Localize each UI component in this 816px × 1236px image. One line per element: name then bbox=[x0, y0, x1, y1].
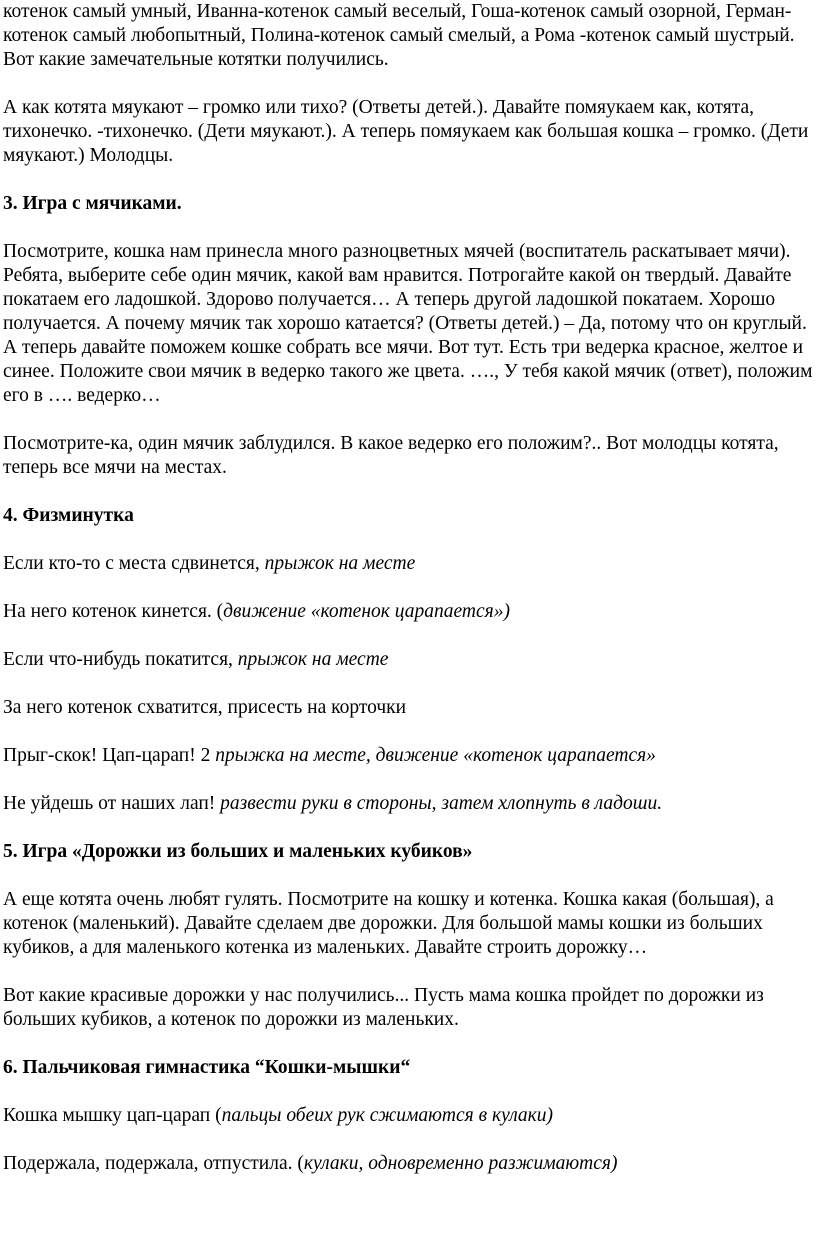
paragraph-gap bbox=[3, 864, 816, 888]
text-run: Посмотрите, кошка нам принесла много разноцветных мячей (воспитатель раскатывает мячи). Ребята, выберите себе один мячик, какой вам нравится. Потрогайте какой он твердый. Давайте покатаем его ладошкой. Здорово получается… А теперь другой ладошкой покатаем. Хорошо получается. А почему мячик так хорошо катается? (Ответы детей.) – Да, потому что он круглый. А теперь давайте поможем кошке собрать все мячи. Вот тут. Есть три ведерка красное, желтое и синее. Положите свои мячик в ведерко такого же цвета. …., У тебя какой мячик (ответ), положим его в …. ведерко… bbox=[3, 241, 813, 406]
heading-text: 3. Игра с мячиками. bbox=[3, 193, 182, 214]
paragraph-gap bbox=[3, 1032, 816, 1056]
text-run: А как котята мяукают – громко или тихо? (Ответы детей.). Давайте помяукаем как, котята, тихонечко. -тихонечко. (Дети мяукают.). А теперь помяукаем как большая кошка – громко. (Дети мяукают.) Молодцы. bbox=[3, 97, 809, 166]
paragraph-gap bbox=[3, 768, 816, 792]
document-body bbox=[3, 0, 816, 1176]
text-run: Если кто-то с места сдвинется, bbox=[3, 553, 265, 574]
paragraph bbox=[3, 888, 816, 960]
text-run: Не уйдешь от наших лап! bbox=[3, 793, 221, 814]
paragraph bbox=[3, 984, 816, 1032]
section-heading bbox=[3, 504, 816, 528]
section-heading bbox=[3, 192, 816, 216]
text-run: Прыг-скок! Цап-царап! 2 bbox=[3, 745, 216, 766]
paragraph bbox=[3, 0, 816, 72]
text-run: А еще котята очень любят гулять. Посмотрите на кошку и котенка. Кошка какая (большая), а котенок (маленький). Давайте сделаем две дорожки. Для большой мамы кошки из больших кубиков, а для маленького котенка из маленьких. Давайте строить дорожку… bbox=[3, 889, 774, 958]
italic-instruction: развести руки в стороны, затем хлопнуть в ладоши. bbox=[220, 793, 663, 814]
paragraph-gap bbox=[3, 960, 816, 984]
text-run: Вот какие красивые дорожки у нас получились... Пусть мама кошка пройдет по дорожки из больших кубиков, а котенок по дорожки из маленьких. bbox=[3, 985, 764, 1030]
section-heading bbox=[3, 840, 816, 864]
paragraph bbox=[3, 696, 816, 720]
paragraph bbox=[3, 96, 816, 168]
paragraph bbox=[3, 552, 816, 576]
text-run: Посмотрите-ка, один мячик заблудился. В какое ведерко его положим?.. Вот молодцы котята, теперь все мячи на местах. bbox=[3, 433, 779, 478]
paragraph-gap bbox=[3, 1128, 816, 1152]
text-run: Подержала, подержала, отпустила. ( bbox=[3, 1153, 304, 1174]
paragraph bbox=[3, 792, 816, 816]
italic-instruction: прыжок на месте bbox=[264, 553, 416, 574]
text-run: котенок самый умный, Иванна-котенок самый веселый, Гоша-котенок самый озорной, Герман-котенок самый любопытный, Полина-котенок самый смелый, а Рома -котенок самый шустрый. Вот какие замечательные котятки получились. bbox=[3, 1, 795, 70]
heading-text: 5. Игра «Дорожки из больших и маленьких кубиков» bbox=[3, 841, 473, 862]
paragraph bbox=[3, 648, 816, 672]
text-run: Если что-нибудь покатится, bbox=[3, 649, 238, 670]
text-run: Кошка мышку цап-царап ( bbox=[3, 1105, 222, 1126]
paragraph-gap bbox=[3, 672, 816, 696]
paragraph bbox=[3, 1152, 816, 1176]
paragraph-gap bbox=[3, 408, 816, 432]
paragraph bbox=[3, 600, 816, 624]
heading-text: 6. Пальчиковая гимнастика “Кошки-мышки“ bbox=[3, 1057, 411, 1078]
text-run: За него котенок схватится, присесть на корточки bbox=[3, 697, 407, 718]
italic-instruction: движение «котенок царапается») bbox=[223, 601, 510, 622]
paragraph bbox=[3, 744, 816, 768]
section-heading bbox=[3, 1056, 816, 1080]
italic-instruction: прыжка на месте, движение «котенок царапается» bbox=[215, 745, 656, 766]
paragraph-gap bbox=[3, 168, 816, 192]
paragraph-gap bbox=[3, 720, 816, 744]
paragraph-gap bbox=[3, 528, 816, 552]
paragraph-gap bbox=[3, 816, 816, 840]
italic-instruction: прыжок на месте bbox=[237, 649, 389, 670]
italic-instruction: пальцы обеих рук сжимаются в кулаки) bbox=[221, 1105, 554, 1126]
paragraph bbox=[3, 1104, 816, 1128]
heading-text: 4. Физминутка bbox=[3, 505, 134, 526]
italic-instruction: кулаки, одновременно разжимаются) bbox=[303, 1153, 618, 1174]
paragraph bbox=[3, 240, 816, 408]
text-run: На него котенок кинется. ( bbox=[3, 601, 224, 622]
paragraph-gap bbox=[3, 576, 816, 600]
paragraph-gap bbox=[3, 480, 816, 504]
paragraph-gap bbox=[3, 72, 816, 96]
paragraph bbox=[3, 432, 816, 480]
paragraph-gap bbox=[3, 1080, 816, 1104]
paragraph-gap bbox=[3, 216, 816, 240]
paragraph-gap bbox=[3, 624, 816, 648]
